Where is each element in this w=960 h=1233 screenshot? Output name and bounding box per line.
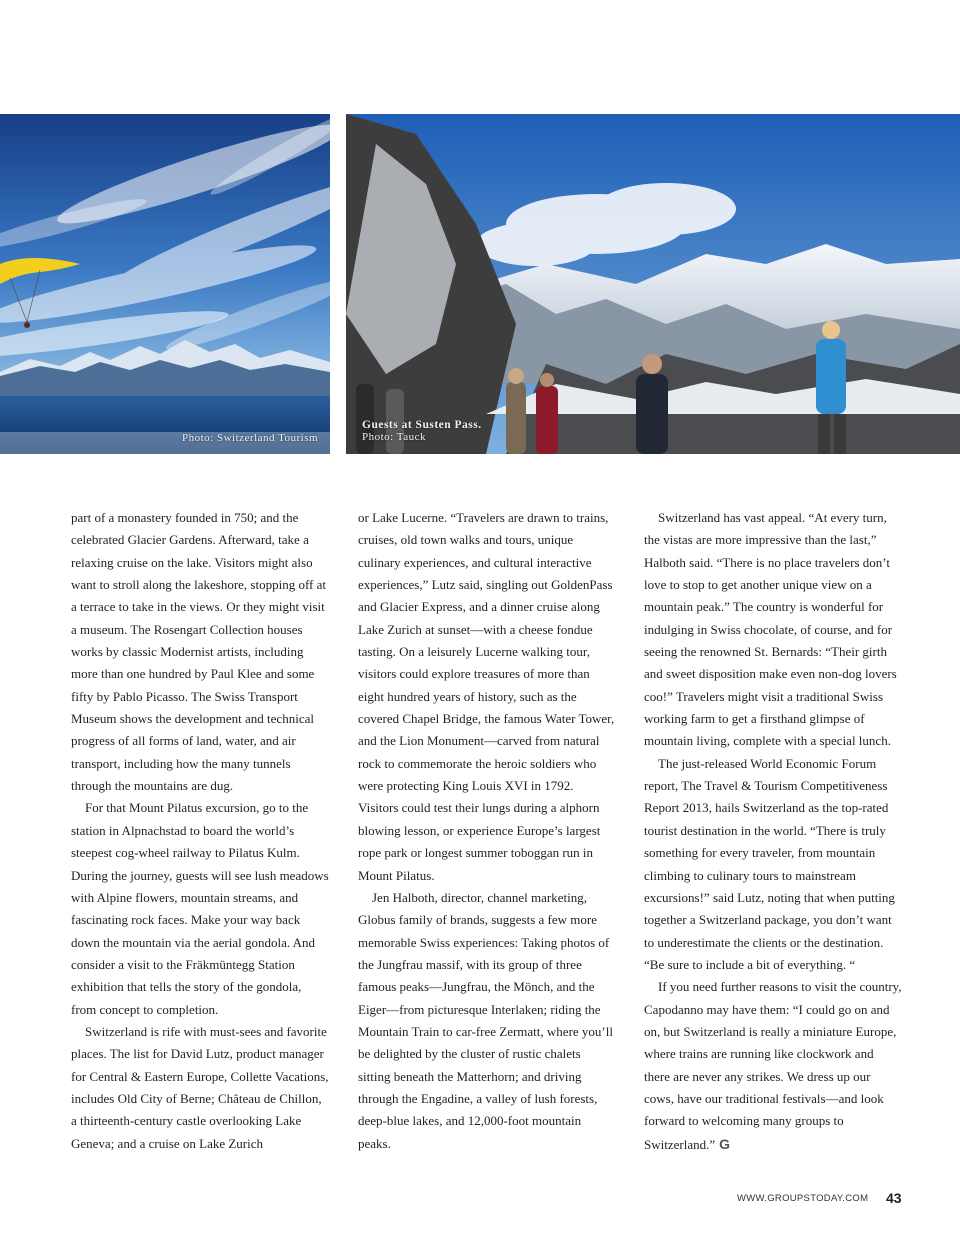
paragraph: Jen Halboth, director, channel marketing, Globus family of brands, suggests a few more memorable Swiss experiences: Taking photos of the Jungfrau massif, with its group of three famous peaks—Jungfrau, the Mönch, and the Eiger—from picturesque Interlaken; riding the Mountain Train to car-free Zermatt, where you’ll be delighted by the cluster of rustic chalets sitting beneath the Matterhorn; and driving through the Engadine, a valley of lush forests, deep-blue lakes, and 12,000-foot mountain peaks.: [358, 889, 613, 1151]
end-mark-icon: G: [719, 1135, 731, 1152]
caption-title: Guests at Susten Pass.: [362, 419, 482, 431]
paragraph: For that Mount Pilatus excursion, go to the station in Alpnachstad to board the world’s steepest cog-wheel railway to Pilatus Kulm. During the journey, guests will see lush meadows with Alpine flowers, mountain streams, and fascinating rock faces. Make your way back down the mountain via the aerial gondola. And consider a visit to the Fräkmüntegg Station exhibition that tells the story of the gondola, from concept to completion.: [71, 800, 329, 1017]
photo-paraglider: [0, 114, 330, 454]
page-number: 43: [886, 1190, 902, 1206]
paragraph: [644, 976, 902, 1156]
paragraph: part of a monastery founded in 750; and the celebrated Glacier Gardens. Afterward, take a relaxing cruise on the lake. Visitors might also want to stroll along the lakeshore, stopping off at a terrace to take in the views. Or they might visit a museum. The Rosengart Collection houses works by classic Modernist artists, including more than one hundred by Paul Klee and some fifty by Pablo Picasso. The Swiss Transport Museum shows the development and technical progress of all forms of land, water, and air transport, including how the many tunnels through the mountains are dug.: [71, 510, 327, 794]
text-column-1: [71, 507, 329, 1155]
photo-susten-pass: [346, 114, 960, 454]
paraglider-illustration: [0, 114, 330, 454]
caption-credit: Photo: Tauck: [362, 431, 426, 443]
susten-pass-illustration: [346, 114, 960, 454]
paragraph: Switzerland has vast appeal. “At every turn, the vistas are more impressive than the last,” Halboth said. “There is no place travelers don’t love to stop to get another unique view on a mountain peak.” The country is wonderful for indulging in Swiss chocolate, of course, and for seeing the renowned St. Bernards: “Their girth and sweet disposition make even non-dog lovers coo!” Travelers might visit a traditional Swiss working farm to get a firsthand glimpse of mountain living, complete with a special lunch.: [644, 510, 897, 749]
photo-credit-left: Photo: Switzerland Tourism: [182, 432, 319, 444]
photo-caption-right: [362, 419, 482, 443]
paragraph-text: If you need further reasons to visit the country, Capodanno may have them: “I could go on and on, but Switzerland is really a miniature Europe, where trains are running like clockwork and there are never any strikes. We dress up our cows, have our traditional festivals—and look forward to welcoming many groups to Switzerland.”: [644, 979, 902, 1152]
text-column-3: [644, 507, 902, 1156]
paragraph: The just-released World Economic Forum report, The Travel & Tourism Competitiveness Report 2013, hails Switzerland as the top-rated tourist destination in the world. “There is truly something for every traveler, from mountain climbing to culinary tours to mainstream excursions!” said Lutz, noting that when putting together a Switzerland package, you don’t want to underestimate the clients or the destination. “Be sure to include a bit of everything. “: [644, 755, 895, 972]
text-column-2: [358, 507, 616, 1155]
footer-url[interactable]: WWW.GROUPSTODAY.COM: [737, 1193, 869, 1204]
paragraph: or Lake Lucerne. “Travelers are drawn to trains, cruises, old town walks and tours, unique culinary experiences, and cultural interactive experiences,” Lutz said, singling out GoldenPass and Glacier Express, and a dinner cruise along Lake Zurich at sunset—with a cheese fondue tasting. On a leisurely Lucerne walking tour, visitors could explore treasures of more than eight hundred years of history, such as the covered Chapel Bridge, the famous Water Tower, and the Lion Monument—carved from natural rock to commemorate the heroic soldiers who were protecting King Louis XVI in 1792. Visitors could test their lungs during a alphorn blowing lesson, or experience Europe’s largest rope park or longest summer toboggan run in Mount Pilatus.: [358, 510, 615, 883]
paragraph: Switzerland is rife with must-sees and favorite places. The list for David Lutz, product manager for Central & Eastern Europe, Collette Vacations, includes Old City of Berne; Château de Chillon, a thirteenth-century castle overlooking Lake Geneva; and a cruise on Lake Zurich: [71, 1023, 329, 1151]
